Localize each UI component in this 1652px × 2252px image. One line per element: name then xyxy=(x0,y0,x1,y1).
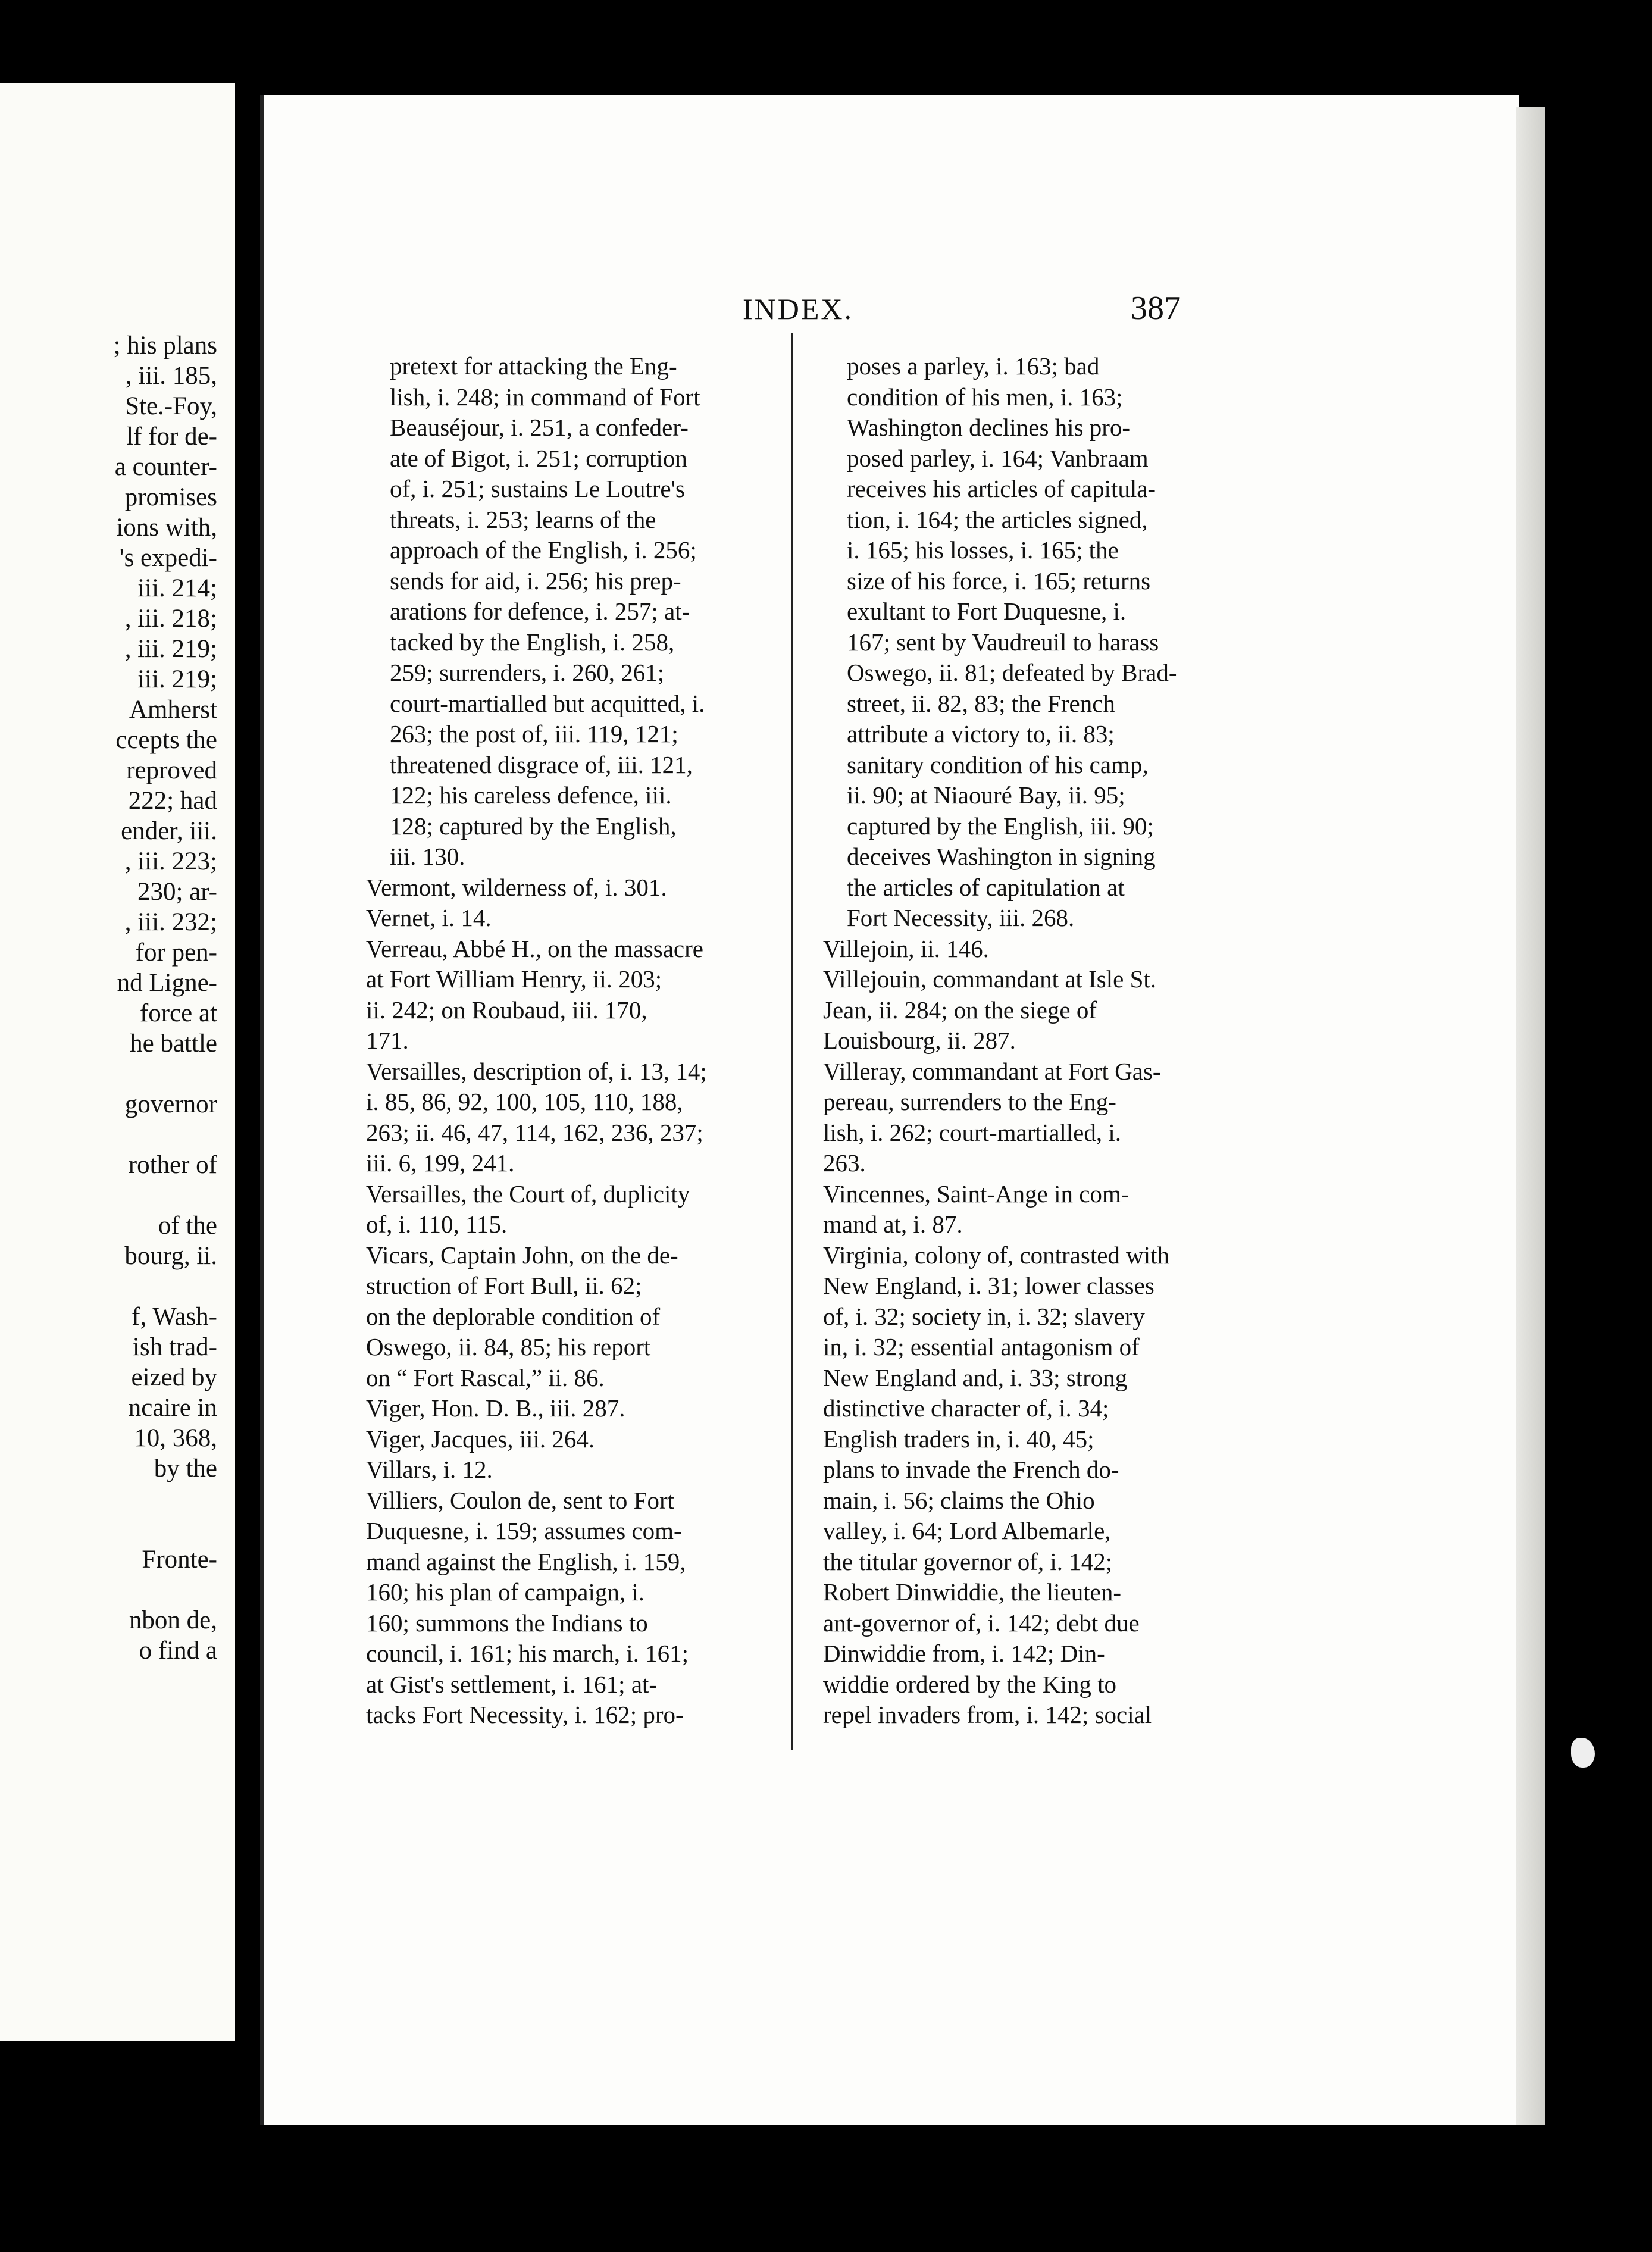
index-entry-line: Verreau, Abbé H., on the massacre xyxy=(366,934,703,962)
index-entry xyxy=(366,1485,777,1731)
index-entry-line: Vicars, Captain John, on the de- xyxy=(366,1241,678,1269)
index-entry-line: Dinwiddie from, i. 142; Din- xyxy=(823,1640,1105,1667)
left-page-line: ions with, xyxy=(116,514,217,542)
index-entry-line: Virginia, colony of, contrasted with xyxy=(823,1241,1170,1269)
left-page-line: of the xyxy=(158,1212,217,1240)
index-entry-line: 263. xyxy=(823,1149,866,1177)
index-entry-line: 122; his careless defence, iii. xyxy=(390,781,672,809)
index-entry-line: ii. 90; at Niaouré Bay, ii. 95; xyxy=(847,781,1125,809)
left-page-line: bourg, ii. xyxy=(124,1242,217,1270)
index-entry xyxy=(366,1455,777,1485)
index-entry-line: 160; summons the Indians to xyxy=(366,1609,648,1637)
index-entry-line: New England and, i. 33; strong xyxy=(823,1363,1128,1391)
index-entry-line: lish, i. 248; in command of Fort xyxy=(390,383,700,411)
index-entry xyxy=(366,1424,777,1455)
index-entry-line: ate of Bigot, i. 251; corruption xyxy=(390,444,687,472)
left-page-line: 222; had xyxy=(128,787,217,815)
left-page-line: , iii. 232; xyxy=(124,908,217,936)
index-entry-line: New England, i. 31; lower classes xyxy=(823,1272,1154,1299)
index-entry-line: valley, i. 64; Lord Albemarle, xyxy=(823,1517,1111,1544)
left-page-line: eized by xyxy=(131,1363,217,1391)
left-page-line xyxy=(0,1059,217,1089)
index-entry xyxy=(366,1179,777,1240)
index-entry-line: the titular governor of, i. 142; xyxy=(823,1547,1113,1575)
index-entry-line: ii. 242; on Roubaud, iii. 170, xyxy=(366,996,647,1024)
index-entry xyxy=(823,934,1204,965)
left-page-line: , iii. 219; xyxy=(124,635,217,663)
left-page-line: iii. 214; xyxy=(137,574,217,602)
index-entry-line: 259; surrenders, i. 260, 261; xyxy=(390,659,665,686)
index-entry-line: Vernet, i. 14. xyxy=(366,904,492,931)
index-entry-line: poses a parley, i. 163; bad xyxy=(847,352,1100,380)
left-page-line xyxy=(0,1484,217,1514)
index-entry-line: in, i. 32; essential antagonism of xyxy=(823,1333,1140,1360)
index-entry-line: Robert Dinwiddie, the lieuten- xyxy=(823,1578,1121,1606)
index-entry-line: Duquesne, i. 159; assumes com- xyxy=(366,1517,682,1544)
left-page-line: iii. 219; xyxy=(137,665,217,693)
index-entry-line: street, ii. 82, 83; the French xyxy=(847,689,1115,717)
left-page-line xyxy=(0,1271,217,1302)
left-page-line: 230; ar- xyxy=(137,878,217,906)
index-entry-line: approach of the English, i. 256; xyxy=(390,536,697,564)
index-entry-line: ant-governor of, i. 142; debt due xyxy=(823,1609,1140,1637)
left-page-line: ccepts the xyxy=(115,726,217,754)
index-entry-line: Beauséjour, i. 251, a confeder- xyxy=(390,414,689,441)
left-page-line: nd Ligne- xyxy=(117,969,217,997)
index-entry-line: i. 165; his losses, i. 165; the xyxy=(847,536,1119,564)
index-entry-line: pretext for attacking the Eng- xyxy=(390,352,677,380)
column-divider xyxy=(791,333,793,1750)
left-page-line: ; his plans xyxy=(113,331,217,359)
left-page-line: ncaire in xyxy=(128,1394,217,1422)
index-entry-line: 263; the post of, iii. 119, 121; xyxy=(390,720,678,747)
index-entry-line: Villeray, commandant at Fort Gas- xyxy=(823,1057,1161,1085)
left-page-line: force at xyxy=(139,999,217,1027)
index-entry xyxy=(823,964,1204,1056)
index-entry-line: Viger, Hon. D. B., iii. 287. xyxy=(366,1394,625,1422)
index-entry-line: tacked by the English, i. 258, xyxy=(390,628,675,656)
index-entry-line: 160; his plan of campaign, i. xyxy=(366,1578,644,1606)
index-entry-line: Washington declines his pro- xyxy=(847,414,1131,441)
left-page-line xyxy=(0,1180,217,1211)
index-entry-line: mand against the English, i. 159, xyxy=(366,1547,686,1575)
left-page-line: Amherst xyxy=(129,696,217,724)
index-entry xyxy=(366,351,777,872)
left-page-line: , iii. 223; xyxy=(124,847,217,875)
index-entry-line: exultant to Fort Duquesne, i. xyxy=(847,598,1127,625)
index-entry-line: Vermont, wilderness of, i. 301. xyxy=(366,873,667,901)
index-entry-line: Fort Necessity, iii. 268. xyxy=(847,904,1075,931)
index-entry-line: Villars, i. 12. xyxy=(366,1456,493,1483)
index-entry xyxy=(366,903,777,934)
left-page-fragment xyxy=(0,83,235,2041)
index-entry-line: English traders in, i. 40, 45; xyxy=(823,1425,1094,1453)
index-entry-line: condition of his men, i. 163; xyxy=(847,383,1123,411)
index-entry-line: tacks Fort Necessity, i. 162; pro- xyxy=(366,1701,684,1728)
index-entry xyxy=(823,1240,1204,1731)
index-entry-line: main, i. 56; claims the Ohio xyxy=(823,1486,1095,1514)
paper-speck xyxy=(1571,1738,1595,1768)
left-page-line: nbon de, xyxy=(129,1606,217,1634)
index-column-right xyxy=(823,351,1204,1731)
index-entry-line: Vincennes, Saint-Ange in com- xyxy=(823,1180,1130,1208)
index-entry-line: iii. 6, 199, 241. xyxy=(366,1149,515,1177)
left-page-line xyxy=(0,1119,217,1150)
index-entry-line: 128; captured by the English, xyxy=(390,812,677,840)
index-entry-line: arations for defence, i. 257; at- xyxy=(390,598,690,625)
left-page-line: for pen- xyxy=(135,939,217,967)
index-entry-line: plans to invade the French do- xyxy=(823,1456,1119,1483)
index-entry-line: receives his articles of capitula- xyxy=(847,475,1156,502)
index-entry-line: struction of Fort Bull, ii. 62; xyxy=(366,1272,642,1299)
index-entry-line: threats, i. 253; learns of the xyxy=(390,505,656,533)
left-page-line: by the xyxy=(154,1455,217,1482)
page-number: 387 xyxy=(1131,290,1181,327)
index-entry-line: pereau, surrenders to the Eng- xyxy=(823,1088,1116,1115)
left-page-line: ender, iii. xyxy=(121,817,217,845)
index-entry-line: council, i. 161; his march, i. 161; xyxy=(366,1640,689,1667)
index-entry-line: distinctive character of, i. 34; xyxy=(823,1394,1109,1422)
left-page-line: rother of xyxy=(128,1151,217,1179)
index-entry-line: on “ Fort Rascal,” ii. 86. xyxy=(366,1363,605,1391)
index-entry-line: repel invaders from, i. 142; social xyxy=(823,1701,1152,1728)
index-entry-line: Versailles, the Court of, duplicity xyxy=(366,1180,690,1208)
index-entry-line: widdie ordered by the King to xyxy=(823,1670,1117,1698)
left-page-line: promises xyxy=(124,483,217,511)
index-entry-line: deceives Washington in signing xyxy=(847,843,1156,870)
index-entry-line: Viger, Jacques, iii. 264. xyxy=(366,1425,595,1453)
index-entry-line: attribute a victory to, ii. 83; xyxy=(847,720,1115,747)
index-entry-line: sanitary condition of his camp, xyxy=(847,750,1149,778)
index-entry-line: Villejoin, ii. 146. xyxy=(823,934,989,962)
index-column-left xyxy=(366,351,777,1731)
index-entry-line: of, i. 251; sustains Le Loutre's xyxy=(390,475,685,502)
left-page-line: lf for de- xyxy=(126,423,217,451)
index-entry-line: Villiers, Coulon de, sent to Fort xyxy=(366,1486,674,1514)
index-entry-line: 171. xyxy=(366,1027,409,1054)
left-page-line: , iii. 185, xyxy=(125,362,217,390)
index-entry-line: at Fort William Henry, ii. 203; xyxy=(366,965,662,993)
index-entry-line: lish, i. 262; court-martialled, i. xyxy=(823,1118,1122,1146)
index-entry-line: Oswego, ii. 84, 85; his report xyxy=(366,1333,651,1360)
left-page-text xyxy=(0,330,217,1666)
index-entry-line: size of his force, i. 165; returns xyxy=(847,567,1151,595)
left-page-line: ish trad- xyxy=(132,1333,217,1361)
page-edge xyxy=(1516,107,1545,2125)
index-entry xyxy=(366,934,777,1056)
index-entry-line: mand at, i. 87. xyxy=(823,1211,963,1238)
left-page-line xyxy=(0,1514,217,1544)
index-entry-line: Villejouin, commandant at Isle St. xyxy=(823,965,1157,993)
left-page-line: a counter- xyxy=(114,453,217,481)
index-entry-line: sends for aid, i. 256; his prep- xyxy=(390,567,681,595)
index-entry-line: threatened disgrace of, iii. 121, xyxy=(390,750,693,778)
left-page-line: Fronte- xyxy=(142,1546,217,1574)
index-entry-line: Versailles, description of, i. 13, 14; xyxy=(366,1057,707,1085)
index-entry-line: Jean, ii. 284; on the siege of xyxy=(823,996,1097,1024)
left-page-line: he battle xyxy=(130,1030,217,1058)
index-entry-line: iii. 130. xyxy=(390,843,465,870)
index-entry-line: on the deplorable condition of xyxy=(366,1302,661,1330)
index-entry-line: of, i. 32; society in, i. 32; slavery xyxy=(823,1302,1145,1330)
left-page-line: reproved xyxy=(126,756,217,784)
index-entry-line: i. 85, 86, 92, 100, 105, 110, 188, xyxy=(366,1088,683,1115)
index-entry xyxy=(366,1056,777,1179)
index-entry-line: Louisbourg, ii. 287. xyxy=(823,1027,1016,1054)
index-entry-line: 167; sent by Vaudreuil to harass xyxy=(847,628,1159,656)
index-entry xyxy=(823,351,1204,934)
index-entry-line: posed parley, i. 164; Vanbraam xyxy=(847,444,1149,472)
left-page-line: 10, 368, xyxy=(134,1424,217,1452)
left-page-line: o find a xyxy=(139,1637,217,1665)
left-page-line: Ste.-Foy, xyxy=(125,392,217,420)
left-page-line: governor xyxy=(124,1090,217,1118)
index-entry-line: of, i. 110, 115. xyxy=(366,1211,508,1238)
index-entry-line: tion, i. 164; the articles signed, xyxy=(847,505,1148,533)
left-page-line xyxy=(0,1575,217,1605)
running-head-title: INDEX. xyxy=(743,292,854,326)
index-entry xyxy=(823,1056,1204,1179)
index-entry xyxy=(823,1179,1204,1240)
index-entry xyxy=(366,1393,777,1424)
left-page-line: , iii. 218; xyxy=(124,605,217,633)
left-page-line: 's expedi- xyxy=(119,544,217,572)
book-spine xyxy=(235,71,260,2095)
index-entry xyxy=(366,872,777,903)
left-page-line: f, Wash- xyxy=(132,1303,217,1331)
index-entry xyxy=(366,1240,777,1394)
index-entry-line: the articles of capitulation at xyxy=(847,873,1125,901)
index-entry-line: court-martialled but acquitted, i. xyxy=(390,689,705,717)
index-entry-line: captured by the English, iii. 90; xyxy=(847,812,1154,840)
index-entry-line: 263; ii. 46, 47, 114, 162, 236, 237; xyxy=(366,1118,703,1146)
index-entry-line: at Gist's settlement, i. 161; at- xyxy=(366,1670,658,1698)
index-entry-line: Oswego, ii. 81; defeated by Brad- xyxy=(847,659,1177,686)
